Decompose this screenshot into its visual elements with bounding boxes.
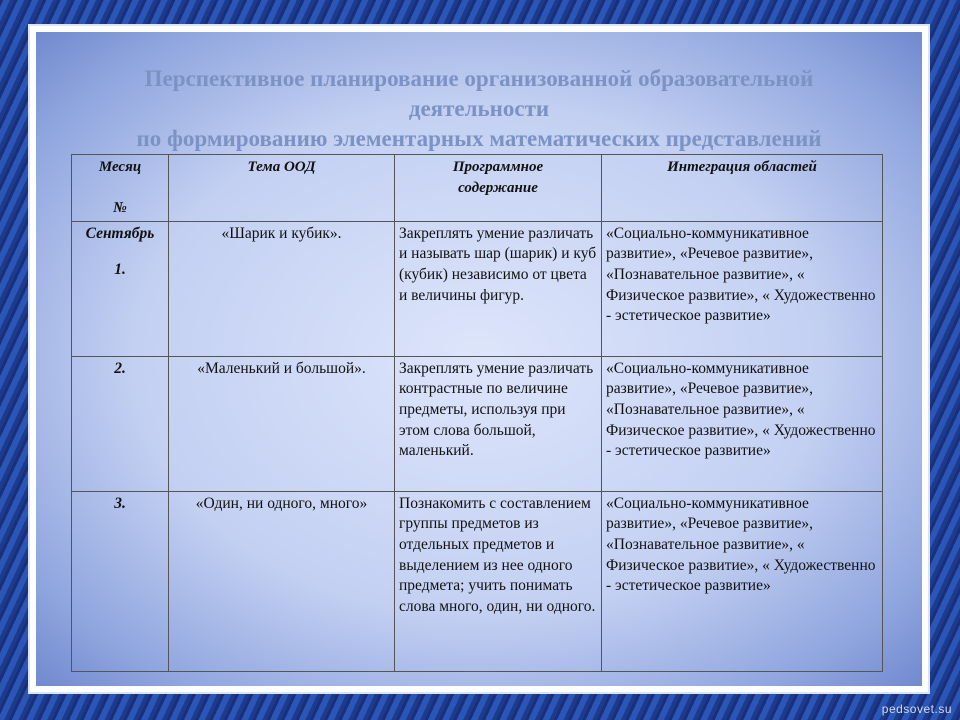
table-row: [72, 491, 883, 671]
header-content-line1: Программное: [452, 159, 544, 175]
header-month-label: Месяц: [98, 159, 142, 175]
slide: [36, 32, 922, 686]
header-topic: Тема ООД: [169, 155, 395, 222]
topic-cell: «Шарик и кубик».: [169, 221, 395, 356]
header-content-line2: содержание: [458, 179, 538, 196]
row-number: 3.: [114, 494, 126, 512]
content-cell: Закреплять умение различать контрастные по величине предметы, используя при этом слова большой, маленький.: [395, 356, 602, 491]
title-line-2: деятельности: [408, 96, 550, 121]
table-header-row: [72, 155, 883, 222]
month-label: Сентябрь: [85, 224, 155, 242]
row-number: 1.: [114, 261, 126, 279]
title-line-1: Перспективное планирование организованной образовательной: [144, 66, 814, 91]
table-row: [72, 221, 883, 356]
slide-title: [56, 64, 902, 154]
header-number-label: №: [113, 200, 127, 217]
integration-cell: «Социально-коммуникативное развитие», «Речевое развитие», «Познавательное развитие», « Физическое развитие», « Художественно - эстетическое развитие»: [602, 491, 883, 671]
month-cell: [72, 221, 169, 356]
table-row: [72, 356, 883, 491]
integration-cell: «Социально-коммуникативное развитие», «Речевое развитие», «Познавательное развитие», « Физическое развитие», « Художественно - эстетическое развитие»: [602, 221, 883, 356]
title-line-3: по формированию элементарных математических представлений: [136, 126, 822, 151]
header-integration: Интеграция областей: [602, 155, 883, 222]
watermark: pedsovet.su: [881, 702, 952, 716]
integration-cell: «Социально-коммуникативное развитие», «Речевое развитие», «Познавательное развитие», « Физическое развитие», « Художественно - эстетическое развитие»: [602, 356, 883, 491]
month-cell: [72, 356, 169, 491]
month-cell: [72, 491, 169, 671]
topic-cell: «Один, ни одного, много»: [169, 491, 395, 671]
topic-cell: «Маленький и большой».: [169, 356, 395, 491]
planning-table: [71, 154, 883, 672]
slide-frame: [30, 26, 928, 692]
header-content: [395, 155, 602, 222]
content-cell: Познакомить с составлением группы предметов из отдельных предметов и выделением из нее одного предмета; учить понимать слова много, один, ни одного.: [395, 491, 602, 671]
row-number: 2.: [114, 359, 126, 377]
header-month: [72, 155, 169, 222]
content-cell: Закреплять умение различать и называть шар (шарик) и куб (кубик) независимо от цвета и величины фигур.: [395, 221, 602, 356]
